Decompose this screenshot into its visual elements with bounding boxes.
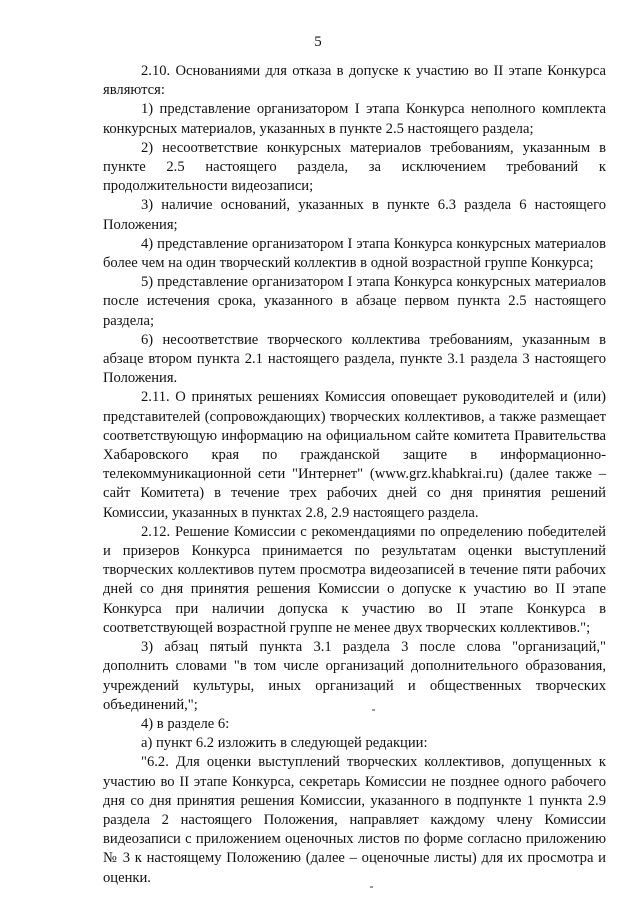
paragraph-amendment-4a: а) пункт 6.2 изложить в следующей редакции: — [141, 735, 428, 752]
scan-speck — [370, 886, 373, 888]
paragraph-2-10-item-6: 6) несоответствие творческого коллектива требованиям, указанным в абзаце втором пункта 2.1 настоящего раздела, пункте 3.1 раздела 3 настоящего Положения. — [103, 331, 606, 387]
paragraph-2-12: 2.12. Решение Комиссии с рекомендациями по определению победителей и призеров Конкурса принимается по результатам оценки выступлений творческих коллективов путем просмотра видеозаписей в течение пяти рабочих дней со дня принятия решения Комиссии о допуске к участию во II этапе Конкурса при наличии допуска к участию во II этапе Конкурса в соответствующей возрастной группе не менее двух творческих коллективов."; — [103, 523, 606, 636]
paragraph-2-10-item-3: 3) наличие оснований, указанных в пункте 6.3 раздела 6 настоящего Положения; — [103, 197, 606, 233]
paragraph-6-2: "6.2. Для оценки выступлений творческих коллективов, допущенных к участию во II этапе Конкурса, секретарь Комиссии не позднее одного рабочего дня со дня принятия решения Комиссии, указанного в подпункте 1 пункта 2.9 раздела 2 настоящего Положения, направляет каждому члену Комиссии видеозаписи с приложением оценочных листов по форме согласно приложению № 3 к настоящему Положению (далее – оценочные листы) для их просмотра и оценки. — [103, 754, 606, 886]
scan-speck — [372, 709, 375, 711]
page-number: 5 — [314, 34, 322, 50]
paragraph-2-10-item-4: 4) представление организатором I этапа Конкурса конкурсных материалов более чем на один творческий коллектив в одной возрастной группе Конкурса; — [103, 235, 606, 272]
paragraph-2-10: 2.10. Основаниями для отказа в допуске к участию во II этапе Конкурса являются: — [103, 63, 606, 99]
paragraph-amendment-3: 3) абзац пятый пункта 3.1 раздела 3 после слова "организаций," дополнить словами "в том числе организаций дополнительного образования, учреждений культуры, иных организаций и общественных творческих объединений,"; — [103, 639, 606, 713]
paragraph-2-11: 2.11. О принятых решениях Комиссия оповещает руководителей и (или) представителей (сопровождающих) творческих коллективов, а также размещает соответствующую информацию на официальном сайте комитета Правительства Хабаровского края по гражданской защите в информационно-телекоммуникационной сети "Интернет" (www.grz.khabkrai.ru) (далее также – сайт Комитета) в течение трех рабочих дней со дня принятия решений Комиссии, указанных в пунктах 2.8, 2.9 настоящего раздела. — [103, 389, 606, 521]
paragraph-2-10-item-2: 2) несоответствие конкурсных материалов требованиям, указанным в пункте 2.5 настоящего раздела, за исключением требований к продолжительности видеозаписи; — [103, 139, 606, 195]
paragraph-2-10-item-1: 1) представление организатором I этапа Конкурса неполного комплекта конкурсных материалов, указанных в пункте 2.5 настоящего раздела; — [103, 101, 606, 137]
paragraph-2-10-item-5: 5) представление организатором I этапа Конкурса конкурсных материалов после истечения срока, указанного в абзаце первом пункта 2.5 настоящего раздела; — [103, 274, 606, 329]
paragraph-amendment-4: 4) в разделе 6: — [141, 715, 230, 732]
document-body — [103, 62, 606, 888]
